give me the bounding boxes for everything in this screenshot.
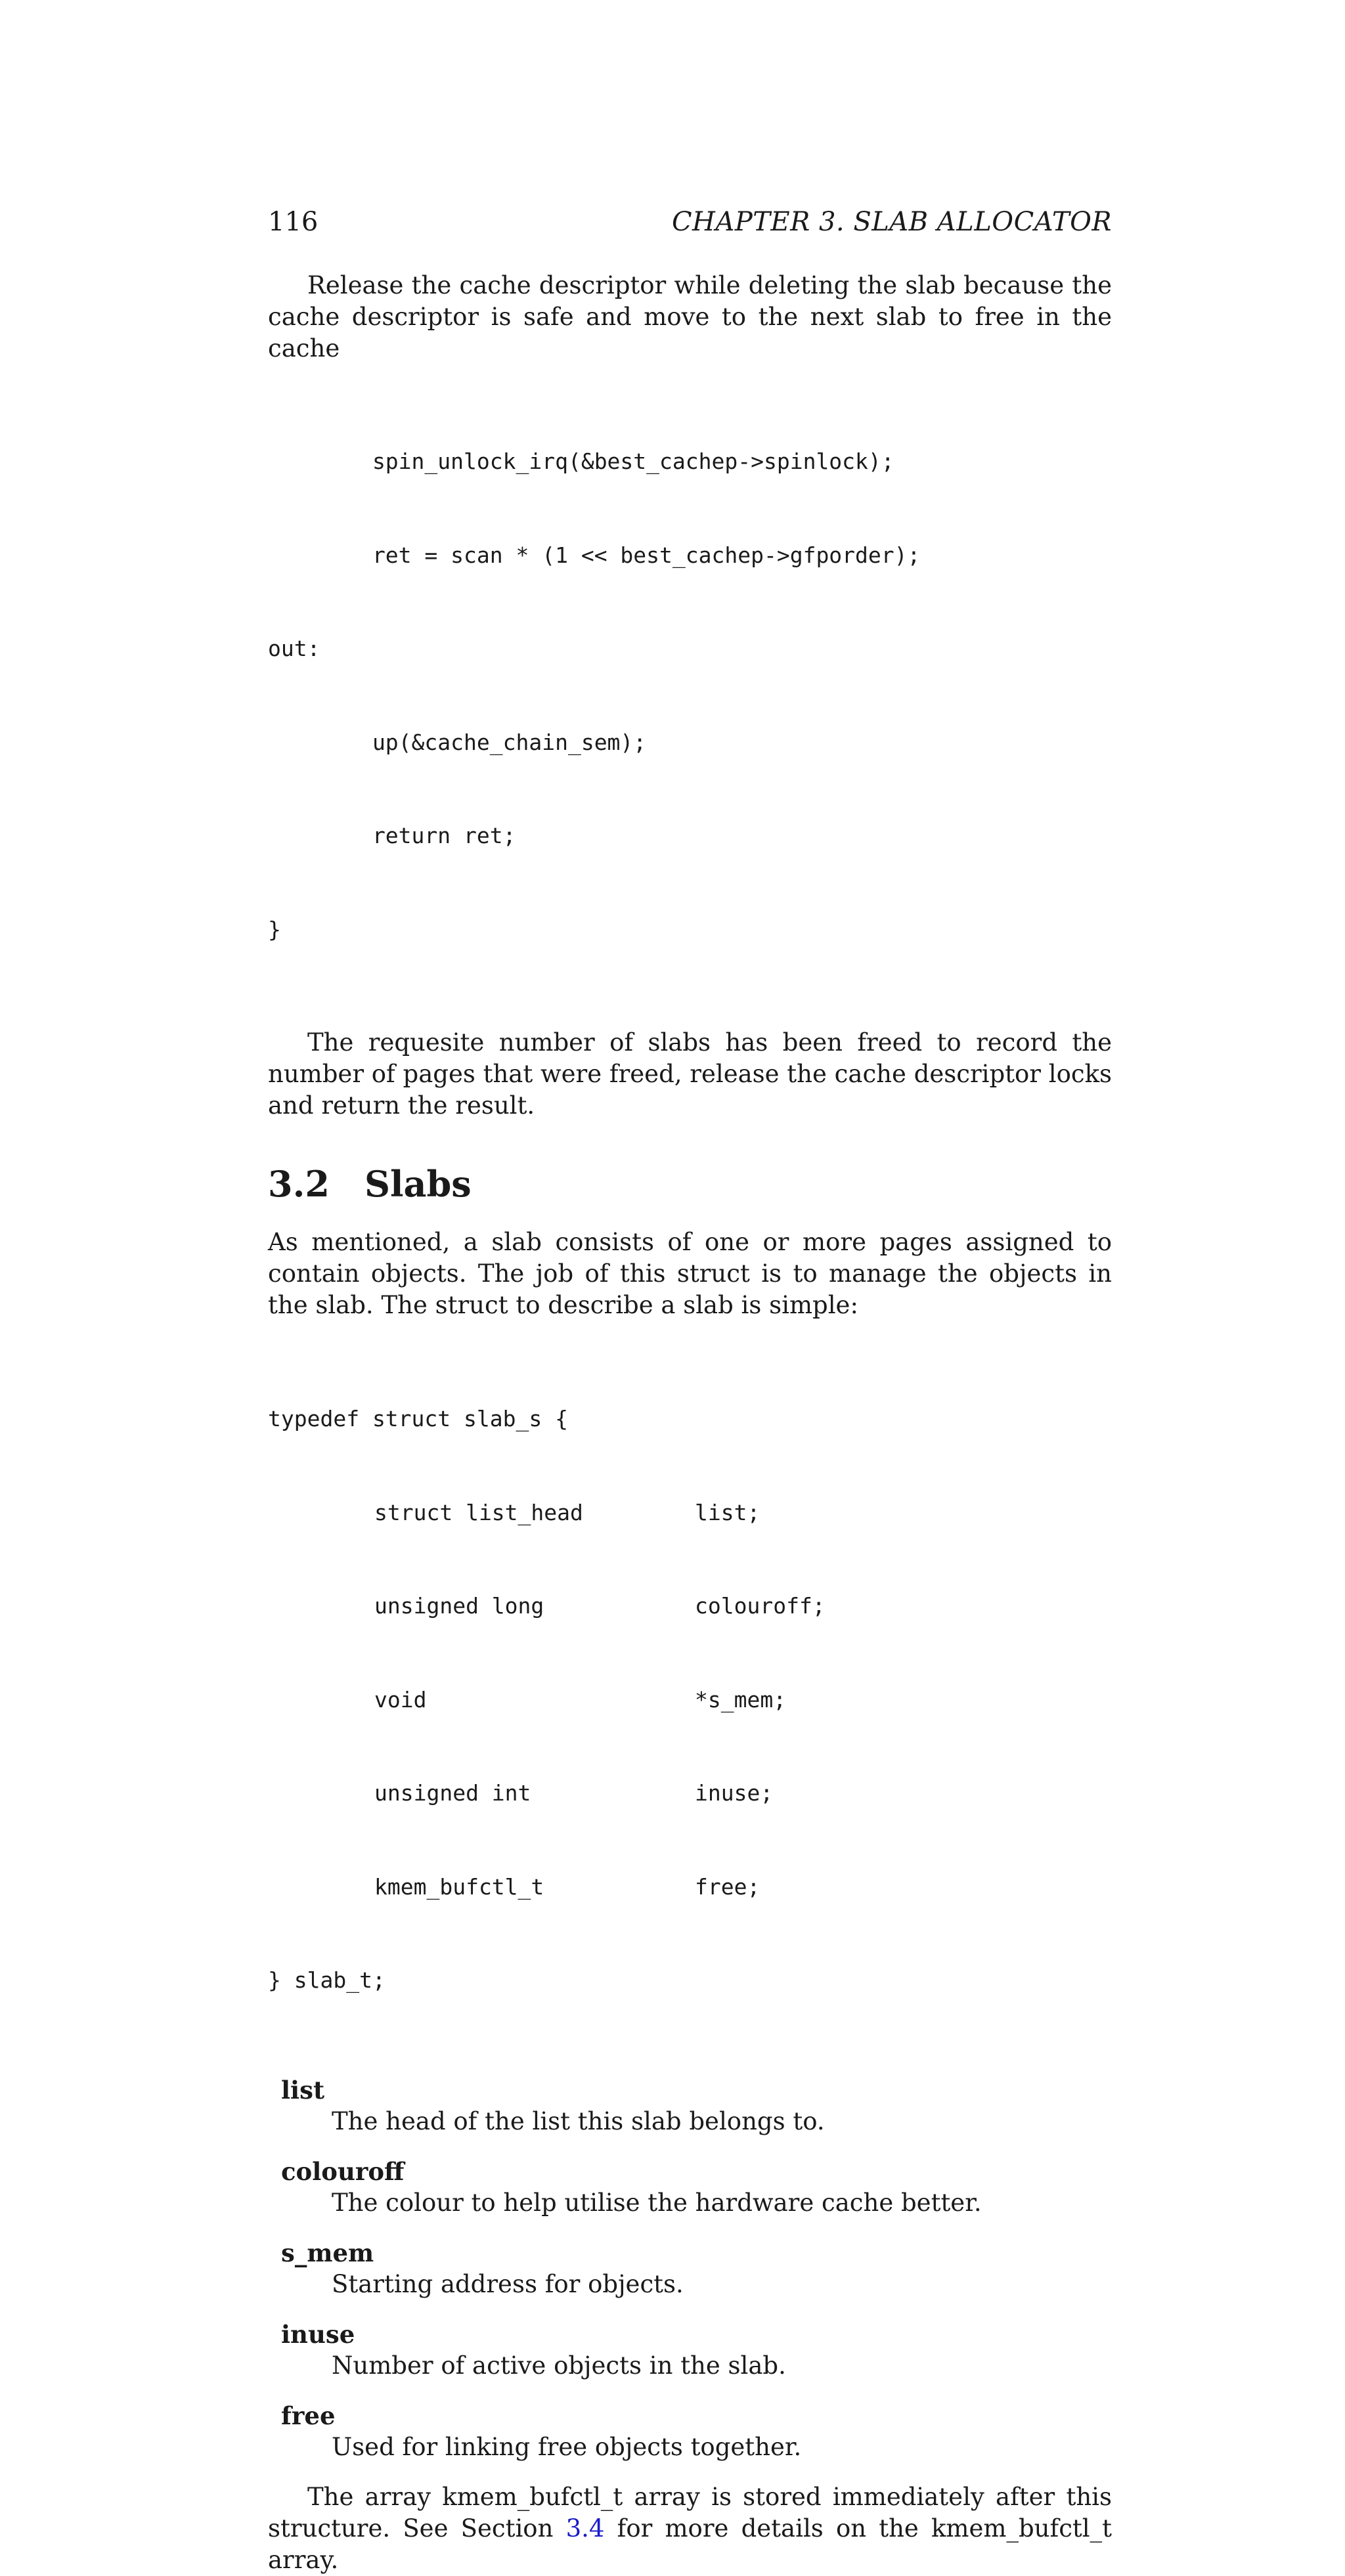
struct-field <box>268 1871 1112 1903</box>
intro-paragraph: Release the cache descriptor while deleting the slab because the cache descriptor is safe and move to the next slab to free in the cache <box>268 271 1112 362</box>
description-term: list <box>281 2075 325 2105</box>
field-type: unsigned long <box>374 1593 544 1619</box>
description-definition: The colour to help utilise the hardware cache better. <box>332 2188 982 2217</box>
closing-text-before: The array kmem_bufctl_t array is stored immediately after this structure. See Section <box>268 2482 1112 2543</box>
field-name: free; <box>695 1873 761 1900</box>
description-term: colouroff <box>281 2156 405 2186</box>
struct-open-line: typedef struct slab_s { <box>268 1406 568 1431</box>
running-header <box>268 204 1112 240</box>
closing-text-after: for more details on the kmem_bufctl_t array. <box>268 2514 1112 2574</box>
section-number: 3.2 <box>268 1163 330 1205</box>
description-term: free <box>281 2401 336 2430</box>
description-definition: Number of active objects in the slab. <box>332 2351 786 2380</box>
field-name: colouroff; <box>695 1593 826 1619</box>
description-term: inuse <box>281 2319 355 2349</box>
field-type: struct list_head <box>374 1499 583 1525</box>
chapter-title: CHAPTER 3. SLAB ALLOCATOR <box>671 207 1112 237</box>
description-item <box>281 2074 1112 2137</box>
struct-field <box>268 1778 1112 1809</box>
code-line: return ret; <box>268 823 516 848</box>
slab-intro-paragraph: As mentioned, a slab consists of one or more pages assigned to contain objects. The job of this struct is to manage the objects in the slab. The struct to describe a slab is simple: <box>268 1228 1112 1319</box>
code-line: up(&cache_chain_sem); <box>268 729 647 755</box>
document-page <box>268 204 1112 2576</box>
field-type: kmem_bufctl_t <box>374 1873 544 1900</box>
struct-close-line: } slab_t; <box>268 1967 386 1993</box>
code-line: } <box>268 916 281 942</box>
section-heading <box>268 1161 1112 1207</box>
field-description-list <box>268 2074 1112 2463</box>
field-type: unsigned int <box>374 1780 531 1806</box>
description-item <box>281 2237 1112 2300</box>
description-definition: Used for linking free objects together. <box>332 2432 802 2461</box>
description-item <box>281 2400 1112 2463</box>
description-definition: Starting address for objects. <box>332 2269 684 2298</box>
struct-field <box>268 1684 1112 1716</box>
description-definition: The head of the list this slab belongs to. <box>332 2107 825 2135</box>
struct-field <box>268 1590 1112 1622</box>
description-term: s_mem <box>281 2238 374 2267</box>
code-line: spin_unlock_irq(&best_cachep->spinlock); <box>268 448 894 474</box>
field-name: *s_mem; <box>695 1686 787 1713</box>
closing-paragraph <box>268 2481 1112 2576</box>
field-type: void <box>374 1686 427 1713</box>
struct-definition <box>268 1341 1112 2059</box>
code-block-cleanup <box>268 383 1112 1007</box>
section-reference-link[interactable]: 3.4 <box>565 2514 605 2543</box>
page-number: 116 <box>268 207 319 237</box>
field-name: inuse; <box>695 1780 774 1806</box>
result-paragraph: The requesite number of slabs has been freed to record the number of pages that were freed, release the cache descriptor locks and return the result. <box>268 1028 1112 1120</box>
section-title: Slabs <box>364 1163 472 1205</box>
struct-field <box>268 1497 1112 1529</box>
field-name: list; <box>695 1499 761 1525</box>
description-item <box>281 2319 1112 2382</box>
description-item <box>281 2156 1112 2219</box>
code-line: ret = scan * (1 << best_cachep->gfporder); <box>268 542 921 568</box>
code-line: out: <box>268 636 320 661</box>
